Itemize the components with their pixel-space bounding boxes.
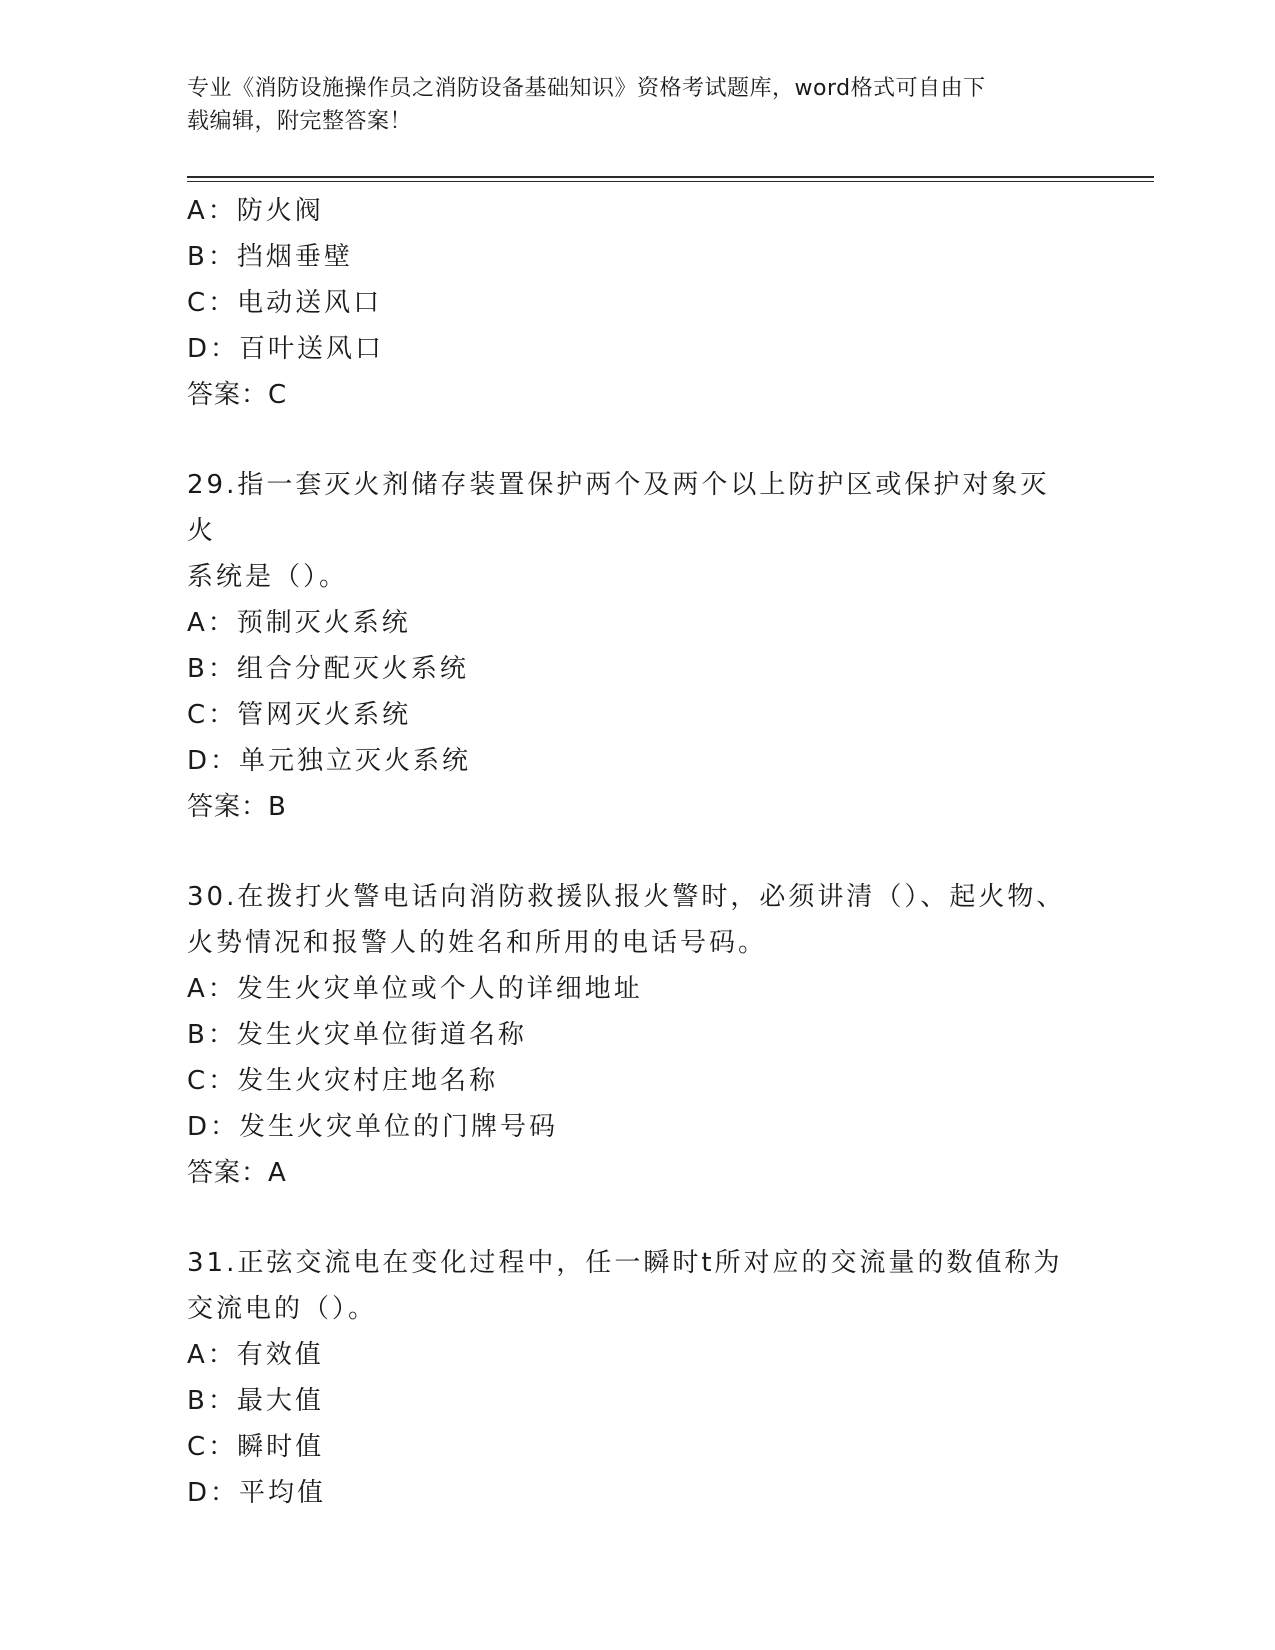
question-stem-line-2: 交流电的（）。 bbox=[187, 1294, 378, 1324]
option-c: C：管网灭火系统 bbox=[187, 700, 412, 730]
question-31 bbox=[187, 1240, 1087, 1516]
option-d: D：百叶送风口 bbox=[187, 334, 385, 364]
question-list bbox=[187, 188, 1087, 1516]
option-d: D：单元独立灭火系统 bbox=[187, 746, 472, 776]
question-30 bbox=[187, 874, 1087, 1196]
option-a: A：发生火灾单位或个人的详细地址 bbox=[187, 974, 643, 1004]
question-stem bbox=[187, 462, 1067, 600]
header-line-2: 载编辑，附完整答案！ bbox=[187, 109, 413, 134]
question-29 bbox=[187, 462, 1087, 830]
question-stem-line-1: 29.指一套灭火剂储存装置保护两个及两个以上防护区或保护对象灭火 bbox=[187, 470, 1050, 546]
question-stem bbox=[187, 1240, 1067, 1332]
option-b: B：挡烟垂壁 bbox=[187, 242, 353, 272]
option-b: B：最大值 bbox=[187, 1386, 324, 1416]
option-d: D：发生火灾单位的门牌号码 bbox=[187, 1112, 559, 1142]
question-28 bbox=[187, 188, 1087, 418]
answer-line: 答案：A bbox=[187, 1158, 287, 1188]
question-stem-line-2: 火势情况和报警人的姓名和所用的电话号码。 bbox=[187, 928, 768, 958]
option-b: B：发生火灾单位街道名称 bbox=[187, 1020, 527, 1050]
header-divider-thick bbox=[187, 176, 1154, 178]
option-c: C：瞬时值 bbox=[187, 1432, 325, 1462]
option-a: A：预制灭火系统 bbox=[187, 608, 411, 638]
option-b: B：组合分配灭火系统 bbox=[187, 654, 469, 684]
option-c: C：发生火灾村庄地名称 bbox=[187, 1066, 499, 1096]
option-a: A：防火阀 bbox=[187, 196, 324, 226]
question-stem bbox=[187, 874, 1067, 966]
document-header bbox=[187, 72, 1067, 138]
option-c: C：电动送风口 bbox=[187, 288, 383, 318]
header-divider-thin bbox=[187, 181, 1154, 182]
option-a: A：有效值 bbox=[187, 1340, 324, 1370]
header-line-1: 专业《消防设施操作员之消防设备基础知识》资格考试题库，word格式可自由下 bbox=[187, 76, 986, 101]
answer-line: 答案：B bbox=[187, 792, 287, 822]
question-stem-line-1: 31.正弦交流电在变化过程中，任一瞬时t所对应的交流量的数值称为 bbox=[187, 1248, 1063, 1278]
answer-line: 答案：C bbox=[187, 380, 288, 410]
question-stem-line-1: 30.在拨打火警电话向消防救援队报火警时，必须讲清（）、起火物、 bbox=[187, 882, 1066, 912]
option-d: D：平均值 bbox=[187, 1478, 327, 1508]
question-stem-line-2: 系统是（）。 bbox=[187, 562, 349, 592]
